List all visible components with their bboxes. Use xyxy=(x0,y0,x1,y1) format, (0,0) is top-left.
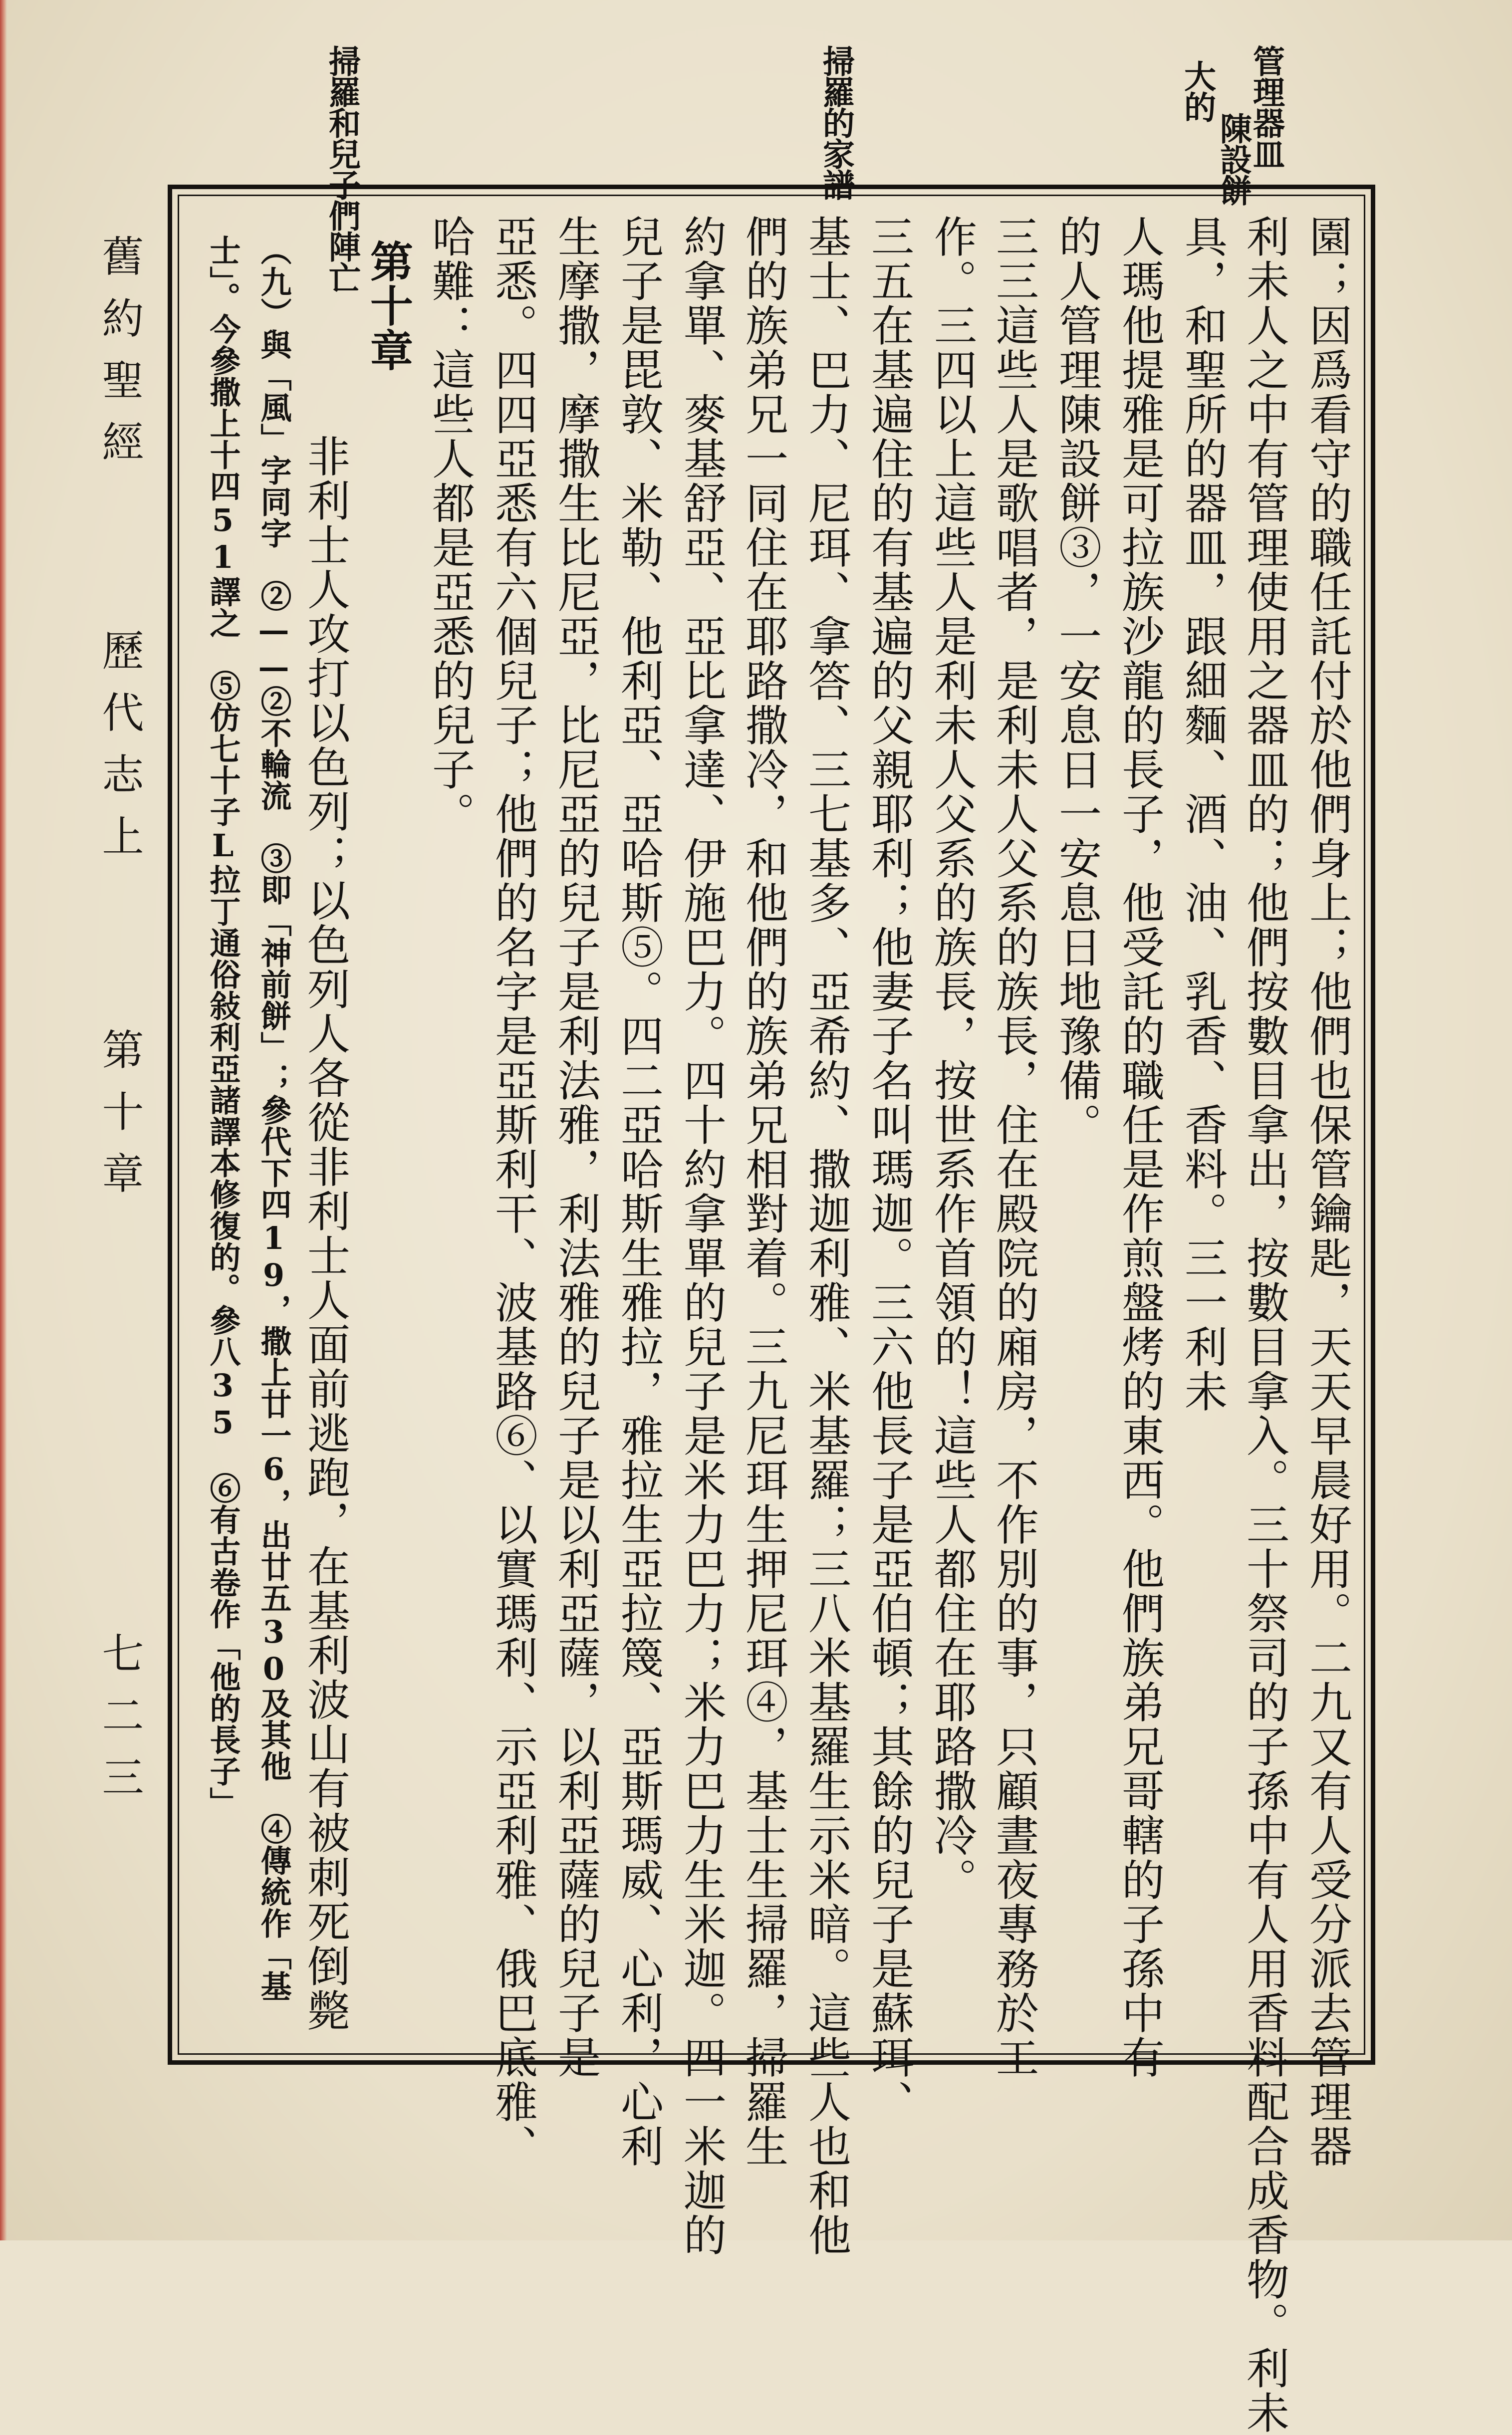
margin-header-col-2: 陳設餅 xyxy=(1215,112,1252,205)
page-edge-stain xyxy=(0,0,7,2240)
chapter-heading: 第十章 xyxy=(363,240,413,373)
text-column: 的人管理陳設餅③，一安息日一安息日地豫備。 xyxy=(1051,215,1101,1147)
chapter-label: 第十章 xyxy=(95,1028,144,1214)
text-column: 具，和聖所的器皿，跟細麵、酒、油、乳香、香料。三一利未 xyxy=(1177,215,1227,1414)
text-column: 生摩撒，摩撒生比尼亞，比尼亞的兒子是利法雅，利法雅的兒子是以利亞薩，以利亞薩的兒子是 xyxy=(550,215,600,2080)
text-column: 們的族弟兄一同住在耶路撒冷，和他們的族弟兄相對着。三九尼珥生押尼珥④，基士生掃羅，掃羅生 xyxy=(738,215,788,2169)
page-number: 七二三 xyxy=(95,1632,144,1817)
text-column: 亞悉。四四亞悉有六個兒子；他們的名字是亞斯利干、波基路⑥、以實瑪利、示亞利雅、俄巴底雅、 xyxy=(488,215,537,2169)
book-title: 舊約聖經 xyxy=(95,235,144,482)
text-column: 哈難：這些人都是亞悉的兒子。 xyxy=(425,215,475,836)
text-column: 約拿單、麥基舒亞、亞比拿達、伊施巴力。四十約拿單的兒子是米力巴力；米力巴力生米迦。四一米迦的 xyxy=(676,215,726,2257)
section-title: 歷代志上 xyxy=(95,629,144,876)
margin-header-col-1: 管理器皿 xyxy=(1248,45,1285,169)
text-column: 利未人之中有管理使用之器皿的；他們按數目拿出，按數目拿入。三十祭司的子孫中有人用香料配合成香物。利未 xyxy=(1239,215,1289,2435)
text-column: 園；因爲看守的職任託付於他們身上；他們也保管鑰匙，天天早晨好用。二九又有人受分派去管理器 xyxy=(1302,215,1352,2169)
footnote-column: 士」。今參撒上十四51譯之 ⑤仿七十子L拉丁通俗敍利亞諸譯本修復的。參八35 ⑥有古卷作「他的長子」 xyxy=(205,235,241,1818)
margin-header-middle: 掃羅的家譜 xyxy=(817,45,855,200)
text-column: 非利士人攻打以色列；以色列人各從非利士人面前逃跑，在基利波山有被刺死倒斃 xyxy=(300,434,350,2033)
text-column: 三三這些人是歌唱者，是利未人父系的族長，住在殿院的廂房，不作別的事，只顧晝夜專務於工 xyxy=(989,215,1038,2080)
footnote-column: （九）與「風」字同字 ②——②不輪流 ③即「神前餅」；參代下四19，撒上廿一6，出廿五30及其他 ④傳統作「基 xyxy=(255,235,292,2002)
text-column: 基士、巴力、尼珥、拿答、三七基多、亞希約、撒迦利雅、米基羅；三八米基羅生示米暗。這些人也和他 xyxy=(801,215,851,2257)
text-column: 作。三四以上這些人是利未人父系的族長，按世系作首領的！這些人都住在耶路撒冷。 xyxy=(927,215,977,1902)
margin-header-col-3: 大的 xyxy=(1179,60,1216,122)
text-column: 人瑪他提雅是可拉族沙龍的長子，他受託的職任是作煎盤烤的東西。他們族弟兄哥轄的子孫中有 xyxy=(1114,215,1164,2080)
text-column: 三五在基遍住的有基遍的父親耶利；他妻子名叫瑪迦。三六他長子是亞伯頓；其餘的兒子是蘇珥、 xyxy=(864,215,914,2124)
margin-header-left: 掃羅和兒子們陣亡 xyxy=(323,45,361,292)
text-column: 兒子是毘敦、米勒、他利亞、亞哈斯⑤。四二亞哈斯生雅拉，雅拉生亞拉篾、亞斯瑪威、心利，心利 xyxy=(613,215,663,2169)
